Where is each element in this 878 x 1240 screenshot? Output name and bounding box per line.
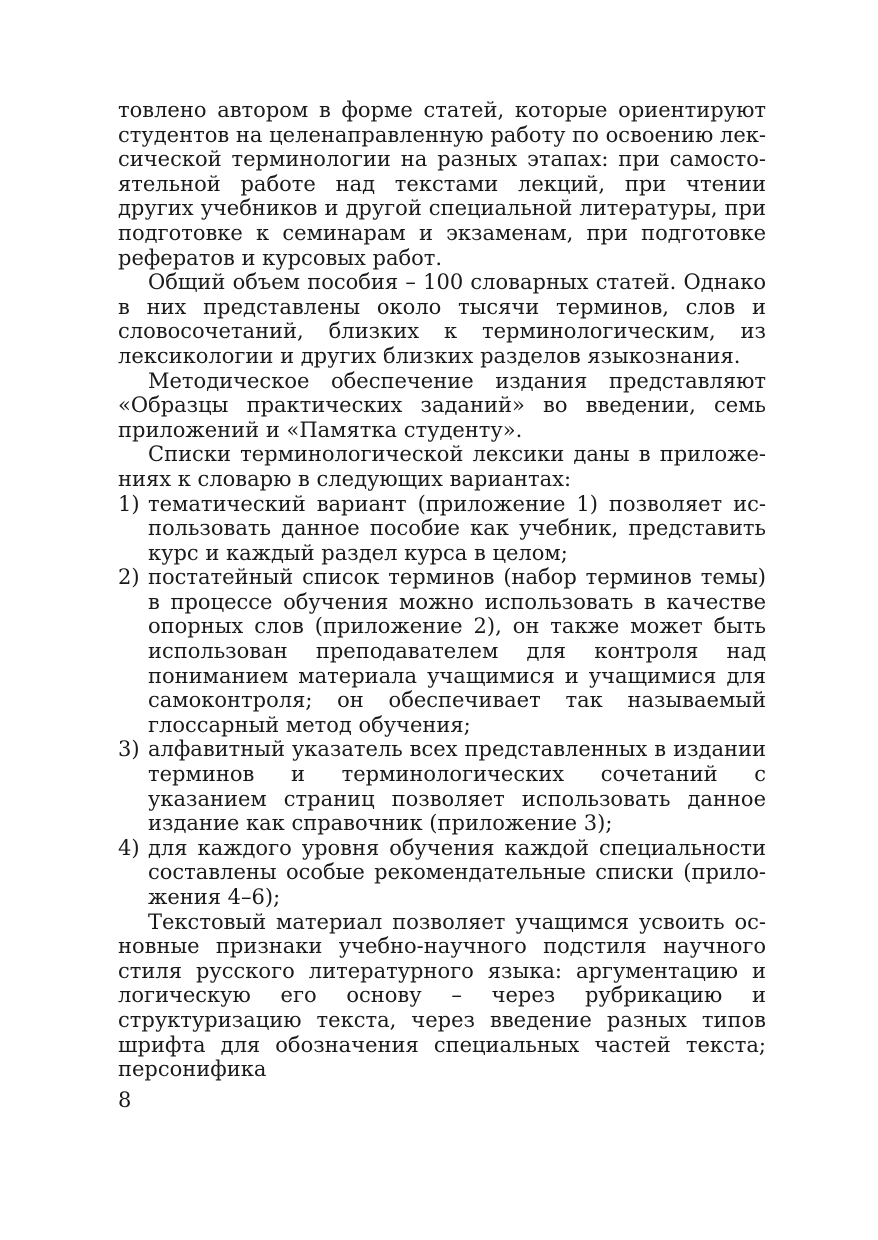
paragraph-continuation: товлено автором в форме статей, которые ориентируют студентов на целенаправленную работу по освоению лексической терминологии на разных этапах: при самостоятельной работе над текстами лекций, при чтении других учебников и другой специальной литературы, при подготовке к семинарам и экзаменам, при подготовке рефератов и курсовых работ. [118,98,766,270]
list-item [118,737,766,835]
list-item-number: 4) [118,835,140,860]
paragraph-text-material: Текстовый материал позволяет учащимся усвоить основные признаки учебно-научного подстиля научного стиля русского литературного языка: аргументацию и логическую его основу – через рубрикацию и структуризацию текста, через введение разных типов шрифта для обозначения специальных частей текста; персонифика [118,909,766,1082]
paragraph-lists-intro: Списки терминологической лексики даны в приложениях к словарю в следующих вариантах: [118,442,766,491]
list-item-text: для каждого уровня обучения каждой специальности составлены особые рекомендательные списки (приложения 4–6); [148,835,766,909]
list-item [118,565,766,737]
list-item-number: 1) [118,491,140,516]
list-item-text: тематический вариант (приложение 1) позволяет использовать данное пособие как учебник, представить курс и каждый раздел курса в целом; [148,491,766,565]
variants-list [118,492,766,910]
paragraph-volume: Общий объем пособия – 100 словарных статей. Однако в них представлены около тысячи терминов, слов и словосочетаний, близких к терминологическим, из лексикологии и других близких разделов языкознания. [118,270,766,368]
page-body [118,98,766,1082]
list-item-text: алфавитный указатель всех представленных в издании терминов и терминологических сочетаний с указанием страниц позволяет использовать данное издание как справочник (приложение 3); [148,737,766,836]
list-item-number: 3) [118,737,140,762]
list-item-text: постатейный список терминов (набор терминов темы) в процессе обучения можно использовать в качестве опорных слов (приложение 2), он также может быть использован преподавателем для контроля над пониманием материала учащимися и учащимися для самоконтроля; он обеспечивает так называемый глоссарный метод обучения; [148,565,766,737]
list-item [118,492,766,566]
paragraph-methodology: Методическое обеспечение издания представляют «Образцы практических заданий» во введении, семь приложений и «Памятка студенту». [118,368,766,442]
page-number: 8 [118,1088,132,1112]
list-item-number: 2) [118,565,140,590]
list-item [118,836,766,910]
